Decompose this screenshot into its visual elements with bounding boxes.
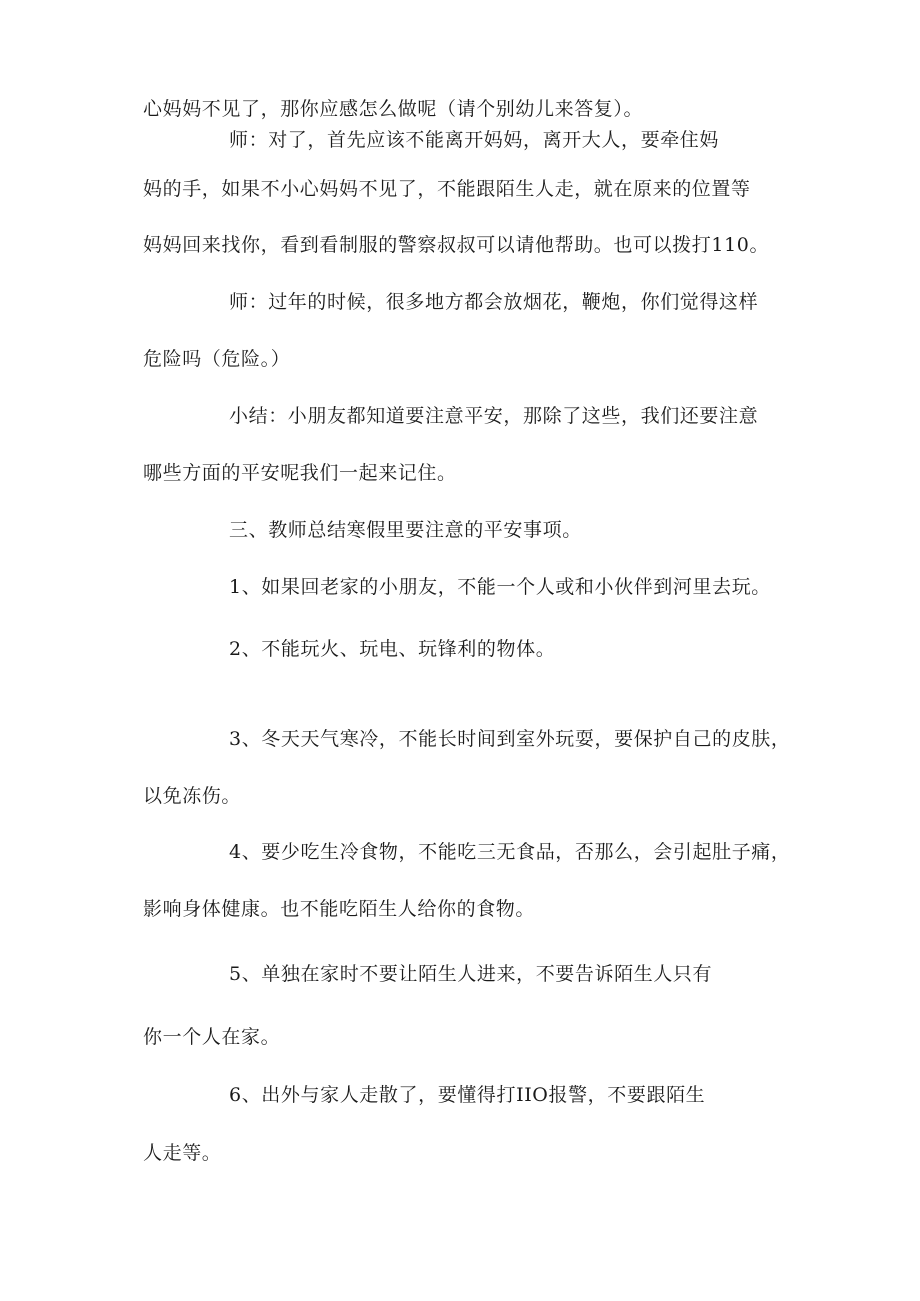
text-line: 师：对了，首先应该不能离开妈妈，离开大人，要牵住妈 [229,129,720,151]
text-line: 人走等。 [143,1142,222,1164]
text-line: 影响身体健康。也不能吃陌生人给你的食物。 [143,898,536,920]
text-line: 心妈妈不见了，那你应感怎么做呢（请个别幼儿来答复）。 [143,98,644,120]
text-line: 哪些方面的平安呢我们一起来记住。 [143,462,457,484]
text-line: 你一个人在家。 [143,1026,281,1048]
text-line: 妈妈回来找你，看到看制服的警察叔叔可以请他帮助。也可以拨打110。 [143,234,770,256]
text-line: 小结：小朋友都知道要注意平安，那除了这些，我们还要注意 [229,405,759,427]
list-item: 5、单独在家时不要让陌生人进来，不要告诉陌生人只有 [229,963,713,985]
text-line: 师：过年的时候，很多地方都会放烟花，鞭炮，你们觉得这样 [229,291,759,313]
list-item: 1、如果回老家的小朋友，不能一个人或和小伙伴到河里去玩。 [229,576,771,598]
list-item: 6、出外与家人走散了，要懂得打IIO报警，不要跟陌生 [229,1084,706,1106]
text-line: 妈的手，如果不小心妈妈不见了，不能跟陌生人走，就在原来的位置等 [143,178,751,200]
section-heading: 三、教师总结寒假里要注意的平安事项。 [229,519,582,541]
list-item: 2、不能玩火、玩电、玩锋利的物体。 [229,638,556,660]
list-item: 3、冬天天气寒冷，不能长时间到室外玩耍，要保护自己的皮肤， [229,728,791,750]
text-line: 危险吗（危险。） [143,348,291,370]
text-line: 以免冻伤。 [143,785,242,807]
list-item: 4、要少吃生冷食物，不能吃三无食品，否那么，会引起肚子痛， [229,841,791,863]
